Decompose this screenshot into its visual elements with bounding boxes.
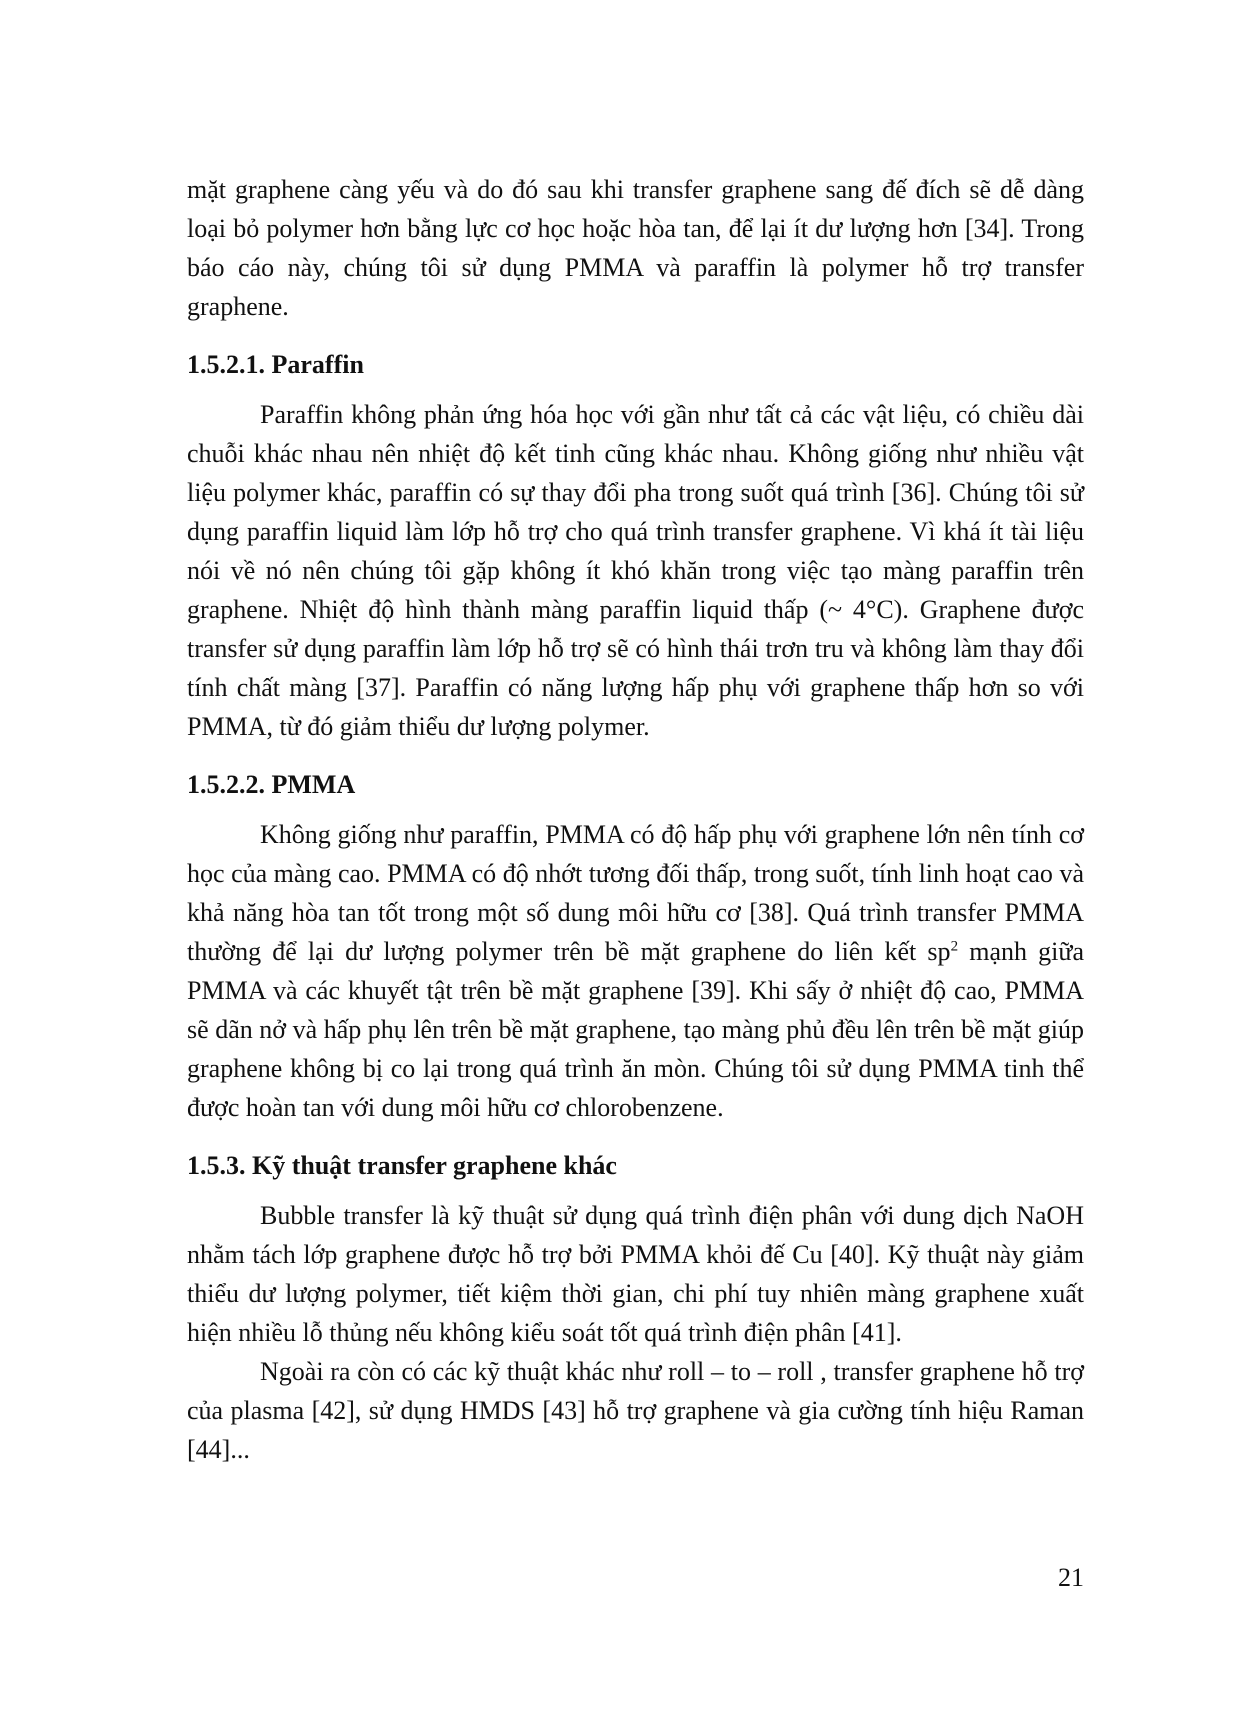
other-techniques-paragraph: Ngoài ra còn có các kỹ thuật khác như roll – to – roll , transfer graphene hỗ trợ của plasma [42], sử dụng HMDS [43] hỗ trợ graphene và gia cường tính hiệu Raman [44]... (187, 1357, 1084, 1464)
paraffin-paragraph: Paraffin không phản ứng hóa học với gần như tất cả các vật liệu, có chiều dài chuỗi khác nhau nên nhiệt độ kết tinh cũng khác nhau. Không giống như nhiều vật liệu polymer khác, paraffin có sự thay đổi pha trong suốt quá trình [36]. Chúng tôi sử dụng paraffin liquid làm lớp hỗ trợ cho quá trình transfer graphene. Vì khá ít tài liệu nói về nó nên chúng tôi gặp không ít khó khăn trong việc tạo màng paraffin trên graphene. Nhiệt độ hình thành màng paraffin liquid thấp (~ 4°C). Graphene được transfer sử dụng paraffin làm lớp hỗ trợ sẽ có hình thái trơn tru và không làm thay đổi tính chất màng [37]. Paraffin có năng lượng hấp phụ với graphene thấp hơn so với PMMA, từ đó giảm thiểu dư lượng polymer. (187, 400, 1084, 741)
pmma-paragraph-part1: Không giống như paraffin, PMMA có độ hấp phụ với graphene lớn nên tính cơ học của màng cao. PMMA có độ nhớt tương đối thấp, trong suốt, tính linh hoạt cao và khả năng hòa tan tốt trong một số dung môi hữu cơ [38]. Quá trình transfer PMMA thường để lại dư lượng polymer trên bề mặt graphene do liên kết sp (187, 820, 1084, 966)
intro-paragraph: mặt graphene càng yếu và do đó sau khi transfer graphene sang đế đích sẽ dễ dàng loại bỏ polymer hơn bằng lực cơ học hoặc hòa tan, để lại ít dư lượng hơn [34]. Trong báo cáo này, chúng tôi sử dụng PMMA và paraffin là polymer hỗ trợ transfer graphene. (187, 175, 1084, 321)
sp2-superscript: 2 (950, 938, 959, 955)
section-heading-other-techniques: 1.5.3. Kỹ thuật transfer graphene khác (187, 1151, 617, 1180)
pmma-paragraph (187, 815, 1084, 1127)
bubble-transfer-paragraph: Bubble transfer là kỹ thuật sử dụng quá trình điện phân với dung dịch NaOH nhằm tách lớp graphene được hỗ trợ bởi PMMA khỏi đế Cu [40]. Kỹ thuật này giảm thiểu dư lượng polymer, tiết kiệm thời gian, chi phí tuy nhiên màng graphene xuất hiện nhiều lỗ thủng nếu không kiểu soát tốt quá trình điện phân [41]. (187, 1201, 1084, 1347)
page-content (187, 170, 1084, 1469)
section-heading-pmma: 1.5.2.2. PMMA (187, 770, 356, 799)
page-number: 21 (1058, 1563, 1084, 1592)
pmma-paragraph-part2: mạnh giữa PMMA và các khuyết tật trên bề mặt graphene [39]. Khi sấy ở nhiệt độ cao, PMMA sẽ dãn nở và hấp phụ lên trên bề mặt graphene, tạo màng phủ đều lên trên bề mặt giúp graphene không bị co lại trong quá trình ăn mòn. Chúng tôi sử dụng PMMA tinh thể được hoàn tan với dung môi hữu cơ chlorobenzene. (187, 937, 1084, 1122)
section-heading-paraffin: 1.5.2.1. Paraffin (187, 350, 364, 379)
